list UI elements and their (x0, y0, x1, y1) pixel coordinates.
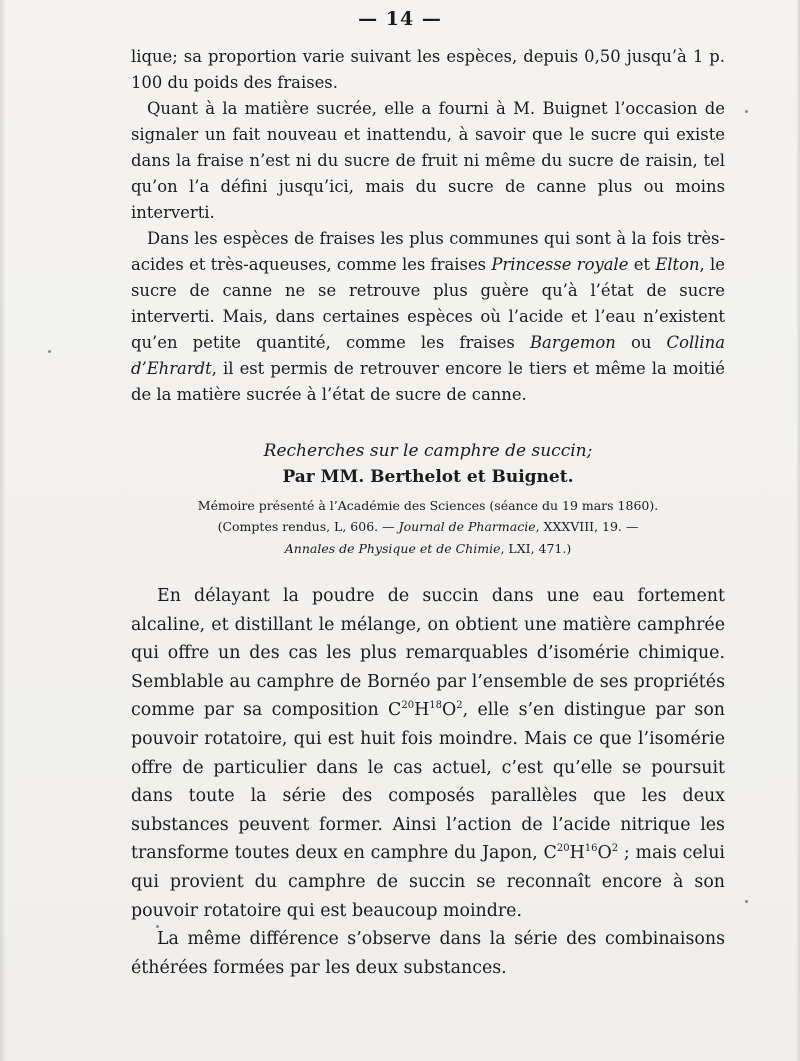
formula-subscript: 20 (556, 843, 570, 855)
variety-collina: Collina d’Ehrardt (131, 333, 725, 378)
text-run: et (628, 255, 656, 274)
formula-subscript: 2 (456, 700, 463, 712)
formula-japan-camphor (544, 843, 619, 863)
ref-comptes-rendus: (Comptes rendus, L, 606. — (217, 519, 399, 534)
formula-part: O (597, 843, 612, 864)
formula-subscript: 2 (611, 843, 619, 855)
ref-annales-volume: , LXI, 471.) (500, 541, 572, 556)
formula-subscript: 18 (429, 700, 442, 712)
paragraph-sugar-matter: Quant à la matière sucrée, elle a fourni à M. Buignet l’occasion de signaler un fait nouveau et inattendu, à savoir que le sucre qui existe dans la fraise n’est ni du sucre de fruit ni même du sucre de raisin, tel qu’on l’a défini jusqu’ici, mais du sucre de canne plus ou moins interverti. (131, 99, 725, 222)
page-edge-shadow-left (0, 0, 6, 1061)
formula-borneo-camphor (388, 700, 463, 720)
paper-speck (156, 925, 159, 928)
memoire-note: Mémoire présenté à l’Académie des Sciences (séance du 19 mars 1860). (197, 498, 659, 513)
paragraph-acid-proportion: lique; sa proportion varie suivant les espèces, depuis 0,50 jusqu’à 1 p. 100 du poids des fraises. (131, 47, 725, 92)
text-run: Dans les espèces de fraises les plus communes qui sont à la fois très-acides et très-aqueuses, comme les fraises (131, 229, 725, 274)
text-run: ou (615, 333, 667, 352)
paper-speck (745, 900, 748, 903)
formula-part: O (441, 700, 457, 721)
ref-journal: Journal de Pharmacie (398, 519, 536, 534)
page-number: — 14 — (358, 8, 442, 30)
ref-annales: Annales de Physique et de Chimie (284, 541, 501, 556)
article-authors: Par MM. Berthelot et Buignet. (282, 467, 574, 487)
text-run: En délayant la poudre de succin dans une eau fortement alcaline, et distillant le mélange, on obtient une matière camphrée qui offre un des cas les plus remarquables d’isomérie chimique. Semblable au camphre de Bornéo par l’ensemble de ses propriétés comme par sa composition (131, 586, 725, 721)
camphor-section (131, 582, 725, 982)
text-run: , il est permis de retrouver encore le tiers et même la moitié de la matière sucrée à l’état de sucre de canne. (131, 359, 725, 404)
article-heading (131, 438, 725, 560)
paragraph-strawberry-species (131, 226, 725, 408)
paper-speck (48, 350, 51, 353)
formula-part: H (569, 843, 585, 864)
text-run: , le sucre de canne ne se retrouve plus guère qu’à l’état de sucre interverti. Mais, dans certaines espèces où l’acide et l’eau n’existent qu’en petite quantité, comme les fraises (131, 255, 725, 352)
text-run: , elle s’en distingue par son pouvoir rotatoire, qui est huit fois moindre. Mais ce que l’isomérie offre de particulier dans le cas actuel, c’est qu’elle se poursuit dans toute la série des composés parallèles que les deux substances peuvent former. Ainsi l’action de l’acide nitrique les transforme toutes deux en camphre du Japon, (131, 700, 725, 864)
variety-bargemon: Bargemon (530, 333, 616, 352)
paper-speck (745, 110, 748, 113)
article-title: Recherches sur le camphre de succin; (263, 441, 593, 461)
formula-part: C (543, 843, 557, 864)
strawberry-species-section (131, 226, 725, 408)
strawberry-section (131, 44, 725, 226)
page-edge-shadow-right (796, 0, 800, 1061)
formula-part: C (388, 700, 402, 721)
references (131, 516, 725, 560)
text-run: ; mais celui qui provient du camphre de succin se reconnaît encore à son pouvoir rotatoire qui est beaucoup moindre. (131, 843, 725, 921)
variety-elton: Elton (655, 255, 700, 274)
formula-part: H (414, 700, 430, 721)
paragraph-camphor (131, 582, 725, 925)
formula-subscript: 16 (584, 843, 598, 855)
paragraph-ether-compounds: La même différence s’observe dans la série des combinaisons éthérées formées par les deux substances. (131, 929, 725, 978)
ref-journal-volume: , XXXVIII, 19. — (535, 519, 639, 534)
variety-princesse-royale: Princesse royale (491, 255, 629, 274)
formula-subscript: 20 (401, 700, 415, 712)
